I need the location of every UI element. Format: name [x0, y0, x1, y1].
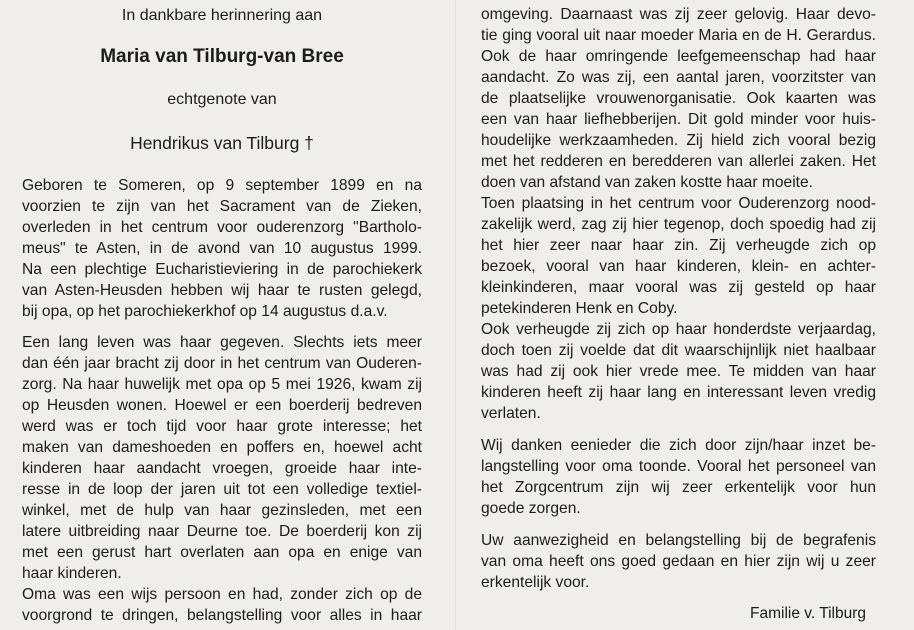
body-line: goede zorgen.	[481, 500, 581, 517]
body-line: het Zorgcentrum zijn wij zeer erkentelijk voor hun	[481, 479, 876, 496]
body-line: zakelijk werd, zag zij hier tegenop, doch spoedig had zij	[481, 216, 876, 233]
body-line: van oma heeft ons goed gedaan en hier zijn wij u zeer	[481, 553, 876, 570]
body-line: Oma was een wijs persoon en had, zonder zich op de	[22, 586, 422, 603]
body-line: latere uitbreiding naar Deurne toe. De boerderij kon zij	[22, 523, 422, 540]
body-line: verlaten.	[481, 405, 541, 422]
body-line: Wij danken eenieder die zich door zijn/haar inzet be-	[481, 437, 876, 454]
body-line: de plaatselijke vrouwenorganisatie. Ook kaarten was	[481, 90, 876, 107]
body-line: houdelijke werkzaamheden. Zij hield zich vooral bezig	[481, 132, 876, 149]
body-line: overleden in het centrum voor ouderenzorg "Bartholo-	[22, 219, 422, 236]
body-line: was had zij ook hier vrede mee. Te midden van haar	[481, 363, 876, 380]
body-line: op Heusden wonen. Hoewel er een boerderij bedreven	[22, 397, 422, 414]
deceased-name: Maria van Tilburg-van Bree	[100, 46, 344, 67]
body-line: het hier zeer naar haar zin. Zij verheugde zich op	[481, 237, 876, 254]
body-line: maken van dameshoeden en poffers en, hoewel acht	[22, 439, 422, 456]
body-line: haar kinderen.	[22, 565, 122, 582]
body-line: werd was er toch tijd voor haar grote interesse; het	[22, 418, 422, 435]
body-line: tie ging vooral uit naar moeder Maria en de H. Gerardus.	[481, 27, 876, 44]
body-line: aandacht. Zo was zij, een aantal jaren, voorzitster van	[481, 69, 876, 86]
body-line: kinderen heeft zij haar lang en interessant leven vredig	[481, 384, 876, 401]
body-line: dan één jaar bracht zij door in het centrum van Ouderen-	[22, 355, 422, 372]
intro-text: In dankbare herinnering aan	[121, 7, 323, 24]
body-line: Ook de haar omringende leefgemeenschap had haar	[481, 48, 876, 65]
body-line: kinderen haar aandacht vroegen, groeide haar inte-	[22, 460, 422, 477]
body-line: Ook verheugde zij zich op haar honderdste verjaardag,	[481, 321, 876, 338]
card-fold	[455, 0, 457, 630]
body-line: bezoek, vooral van haar kinderen, klein- en achter-	[481, 258, 876, 275]
body-line: bij opa, op het parochiekerkhof op 14 augustus d.a.v.	[22, 303, 388, 320]
body-line: petekinderen Henk en Coby.	[481, 300, 678, 317]
body-line: omgeving. Daarnaast was zij zeer gelovig. Haar devo-	[481, 6, 876, 23]
body-line: doen van afstand van zaken kostte haar moeite.	[481, 174, 814, 191]
body-line: Een lang leven was haar gegeven. Slechts iets meer	[22, 334, 422, 351]
body-line: erkentelijk voor.	[481, 574, 590, 591]
body-line: kleinkinderen, maar vooral was zij gesteld op haar	[481, 279, 876, 296]
body-line: een van haar liefhebberijen. Dit gold minder voor huis-	[481, 111, 876, 128]
body-line: meus" te Asten, in de avond van 10 augustus 1999.	[22, 240, 422, 257]
spouse-name: Hendrikus van Tilburg †	[130, 133, 314, 153]
body-line: langstelling voor oma toonde. Vooral het personeel van	[481, 458, 876, 475]
body-line: doch toen zij voelde dat dit waarschijnlijk niet haalbaar	[481, 342, 876, 359]
body-line: van Asten-Heusden hebben wij haar te rusten gelegd,	[22, 282, 422, 299]
body-line: zorg. Na haar huwelijk met opa op 5 mei 1926, kwam zij	[22, 376, 422, 393]
body-line: Na een plechtige Eucharistieviering in de parochiekerk	[22, 261, 422, 278]
body-line: winkel, met de hulp van haar gezinsleden, met een	[22, 502, 422, 519]
body-line: Toen plaatsing in het centrum voor Ouderenzorg nood-	[481, 195, 876, 212]
body-line: Uw aanwezigheid en belangstelling bij de begrafenis	[481, 532, 876, 549]
body-line: voorzien te zijn van het Sacrament van de Zieken,	[22, 198, 422, 215]
body-line: met een gerust hart overlaten aan opa en enige van	[22, 544, 422, 561]
relation-text: echtgenote van	[167, 91, 277, 108]
family-signature: Familie v. Tilburg	[750, 605, 866, 622]
body-line: met het redderen en beredderen van allerlei zaken. Het	[481, 153, 876, 170]
body-line: voorgrond te dringen, belangstelling voor alles in haar	[22, 607, 422, 624]
body-line: resse in de loop der jaren uit tot een volledige textiel-	[22, 481, 422, 498]
body-line: Geboren te Someren, op 9 september 1899 en na	[22, 177, 422, 194]
